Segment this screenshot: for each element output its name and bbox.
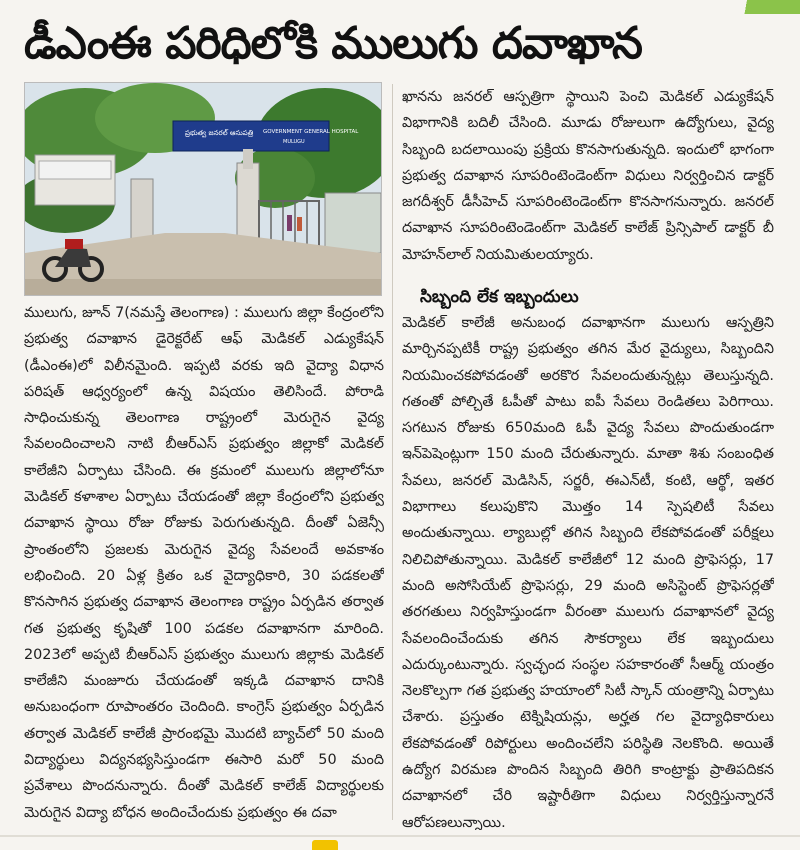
body-paragraph-right-top: ఖానను జనరల్ ఆస్పత్రిగా స్థాయిని పెంచి మెడికల్ ఎడ్యుకేషన్ విభాగానికి బదిలీ చేసింది. మూడు రోజులుగా ఉద్యోగులు, వైద్య సిబ్బంది బదలాయింపు ప్రక్రియ కొనసాగుతున్నది. ఇందులో భాగంగా ప్రభుత్వ దవాఖాన సూపరింటెండెంట్‌గా విధులు నిర్వర్తించిన డాక్టర్ జగదీశ్వర్ డీసీహెచ్ సూపరింటెండెంట్‌గా కొనసాగనున్నారు. జనరల్ దవాఖాన సూపరింటెండెంట్‌గా మెడికల్ కాలేజ్ ప్రిన్సిపాల్ డాక్టర్ బీ మోహన్‌లాల్ నియమితులయ్యారు. <box>402 89 774 263</box>
signboard-telugu: ప్రభుత్వ జనరల్ ఆసుపత్రి <box>185 129 254 137</box>
yellow-corner-mark <box>312 840 338 850</box>
body-paragraph-right-bottom: మెడికల్ కాలేజీ అనుబంధ దవాఖానగా ములుగు ఆస్పత్రిని మార్చినప్పటికీ రాష్ట్ర ప్రభుత్వం తగిన మేర వైద్యులు, సిబ్బందిని నియమించకపోవడంతో అరకొర సేవలందుతున్నట్లు తెలుస్తున్నది. గతంతో పోల్చితే ఓపీతో పాటు ఐపీ సేవలు రెండితలు పెరిగాయి. సగటున రోజుకు 650మంది ఓపీ వైద్య సేవలు పొందుతుండగా ఇన్‌పెషెంట్లుగా 150 మంది చేరుతున్నారు. మాతా శిశు సంబంధిత సేవలు, జనరల్ మెడిసిన్, సర్జరీ, ఈఎన్‌టీ, కంటి, ఆర్థో, ఇతర విభాగాలు కలుపుకొని మొత్తం 14 స్పెషలిటీ సేవలు అందుతున్నాయి. ల్యాబుల్లో తగిన సిబ్బంది లేకపోవడంతో పరీక్షలు నిలిచిపోతున్నాయి. మెడికల్ కాలేజీలో 12 మంది ప్రొఫెసర్లు, 17 మంది అసోసియేట్ ప్రొఫెసర్లు, 29 మంది అసిస్టెంట్ ప్రొఫెసర్లతో తరగతులు నిర్వహిస్తుండగా వీరంతా ములుగు దవాఖానలో వైద్య సేవలందించేందుకు తగిన సౌకర్యాలు లేక ఇబ్బందులు ఎదుర్కుంటున్నారు. స్వచ్ఛంద సంస్థల సహకారంతో సీఆర్మ్ యంత్రం నెలకొల్పగా గత ప్రభుత్వ హయాంలో సిటీ స్కాన్ యంత్రాన్ని ఏర్పాటు చేశారు. ప్రస్తుతం టెక్నిషియన్లు, అర్హత గల వైద్యాధికారులు లేకపోవడంతో రిపోర్టులు అందించలేని పరిస్థితి నెలకొంది. అయితే ఉద్యోగ విరమణ పొందిన సిబ్బంది తిరిగి కాంట్రాక్టు ప్రాతిపదికన దవాఖానలో చేరి ఇష్టారీతిగా విధులు నిర్వర్తిస్తున్నారనే ఆరోపణలున్నాయి. <box>402 315 774 830</box>
signboard-english: GOVERNMENT GENERAL HOSPITAL <box>263 129 359 135</box>
hospital-photo <box>24 82 382 296</box>
body-paragraph-left: ములుగు, జూన్ 7(నమస్తే తెలంగాణ) : ములుగు జిల్లా కేంద్రంలోని ప్రభుత్వ దవాఖాన డైరెక్టరేట్ ఆఫ్ మెడికల్ ఎడ్యుకేషన్ (డీఎంఈ)లో విలీనమైంది. ఇప్పటి వరకు ఇది వైద్యా విధాన పరిషత్ ఆధ్వర్యంలో ఉన్న విషయం తెలిసిందే. పోరాడి సాధించుకున్న తెలంగాణ రాష్ట్రంలో మెరుగైన వైద్య సేవలందించాలని నాటి బీఆర్ఎస్ ప్రభుత్వం జిల్లాకో మెడికల్ కాలేజీని ఏర్పాటు చేసింది. ఈ క్రమంలో ములుగు జిల్లాలోనూ మెడికల్ కళాశాల ఏర్పాటు చేయడంతో జిల్లా కేంద్రంలోని ప్రభుత్వ దవాఖాన స్థాయి రోజు రోజుకు పెరుగుతున్నది. దీంతో ఏజెన్సీ ప్రాంతంలోని ప్రజలకు మెరుగైన వైద్య సేవలందే అవకాశం లభించింది. 20 ఏళ్ల క్రితం ఒక వైద్యాధికారి, 30 పడకలతో కొనసాగిన ప్రభుత్వ దవాఖాన తెలంగాణ రాష్ట్రం ఏర్పడిన తర్వాత గత ప్రభుత్వ కృషితో 100 పడకల దవాఖానగా మారింది. 2023లో అప్పటి బీఆర్ఎస్ ప్రభుత్వం ములుగు జిల్లాకు మెడికల్ కాలేజీని మంజూరు చేయడంతో ఇక్కడి దవాఖాన దానికి అనుబంధంగా రూపాంతరం చెందింది. కాంగ్రెస్ ప్రభుత్వం ఏర్పడిన తర్వాత మెడికల్ కాలేజీ ప్రారంభమై మొదటి బ్యాచ్‌లో 50 మంది విద్యార్థులు విద్యనభ్యసిస్తుండగా ఈసారి మరో 50 మంది ప్రవేశాలు పొందనున్నారు. దీంతో మెడికల్ కాలేజ్ విద్యార్థులకు మెరుగైన విద్యా బోధన అందించేందుకు ప్రభుత్వం ఈ దవా <box>24 305 384 821</box>
signboard-town: MULUGU <box>283 139 305 145</box>
article-column-left <box>24 300 384 830</box>
article-column-right-bottom <box>402 310 774 830</box>
subheading: సిబ్బంది లేక ఇబ్బందులు <box>420 287 579 307</box>
column-divider <box>392 84 393 820</box>
article-column-right-top <box>402 84 774 284</box>
green-corner-decoration <box>710 0 800 14</box>
bottom-rule <box>0 835 800 837</box>
headline: డీఎంఈ పరిధిలోకి ములుగు దవాఖాన <box>24 18 642 69</box>
